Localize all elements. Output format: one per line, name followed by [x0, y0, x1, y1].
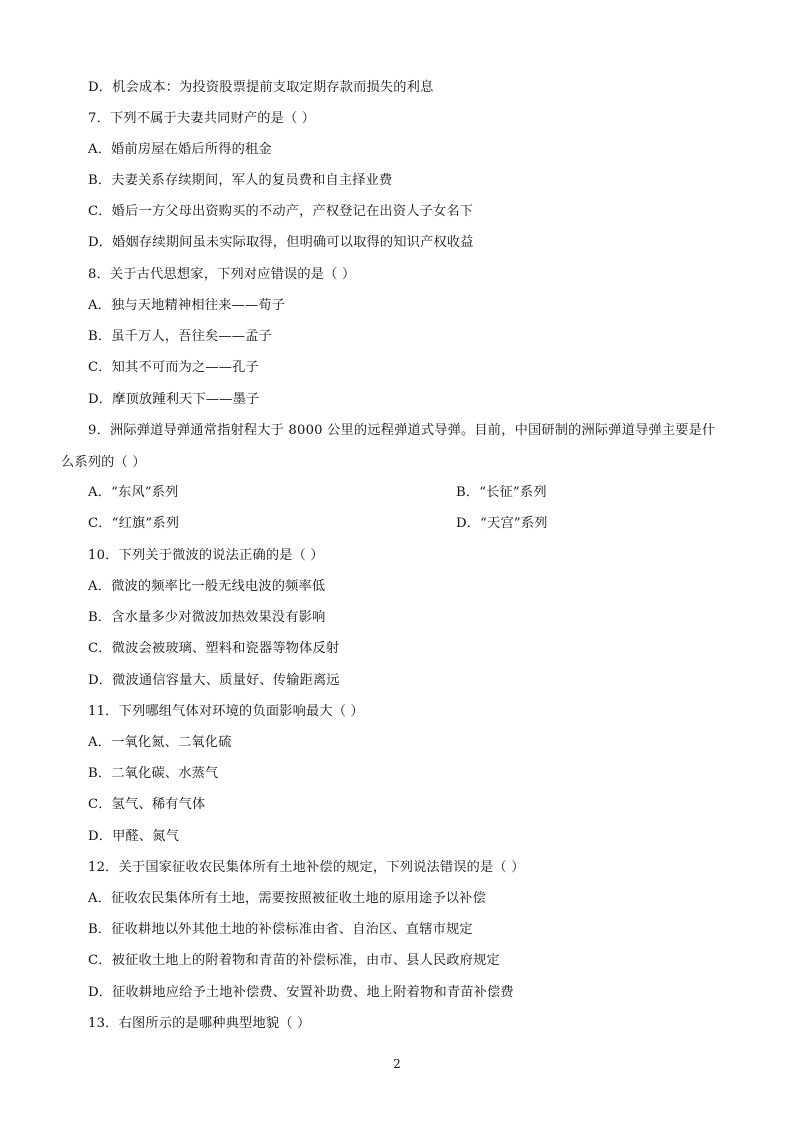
option-12a: A．征收农民集体所有土地，需要按照被征收土地的原用途予以补偿	[88, 891, 486, 906]
option-8b: B．虽千万人，吾往矣——孟子	[88, 329, 272, 344]
question-9: 9．洲际弹道导弹通常指射程大于 8000 公里的远程弹道式导弹。目前，中国研制的洲际弹道导弹主要是什	[88, 423, 716, 438]
option-row-9-cd	[88, 508, 548, 539]
option-9d: D．“天宫”系列	[456, 516, 548, 531]
option-8d: D．摩顶放踵利天下——墨子	[88, 392, 260, 407]
option-11c: C．氢气、稀有气体	[88, 797, 206, 812]
option-9b: B．“长征”系列	[456, 485, 547, 500]
question-10: 10．下列关于微波的说法正确的是（ ）	[88, 548, 324, 563]
option-12c: C．被征收土地上的附着物和青苗的补偿标准，由市、县人民政府规定	[88, 953, 500, 968]
option-10b: B．含水量多少对微波加热效果没有影响	[88, 610, 326, 625]
option-6d: D．机会成本：为投资股票提前支取定期存款而损失的利息	[88, 80, 434, 95]
option-11a: A．一氧化氮、二氧化硫	[88, 735, 232, 750]
option-8c: C．知其不可而为之——孔子	[88, 360, 259, 375]
question-12: 12．关于国家征收农民集体所有土地补偿的规定，下列说法错误的是（ ）	[88, 860, 525, 875]
option-row-9-ab	[88, 477, 547, 508]
option-8a: A．独与天地精神相往来——荀子	[88, 298, 286, 313]
question-9-continued: 么系列的（ ）	[61, 455, 146, 470]
option-11b: B．二氧化碳、水蒸气	[88, 766, 219, 781]
question-8: 8．关于古代思想家，下列对应错误的是（ ）	[88, 267, 356, 282]
option-9c: C．“红旗”系列	[88, 516, 180, 531]
option-7b: B．夫妻关系存续期间，军人的复员费和自主择业费	[88, 173, 393, 188]
option-10c: C．微波会被玻璃、塑料和瓷器等物体反射	[88, 641, 340, 656]
option-7a: A．婚前房屋在婚后所得的租金	[88, 142, 272, 157]
page-number: 2	[393, 1057, 401, 1071]
option-7c: C．婚后一方父母出资购买的不动产，产权登记在出资人子女名下	[88, 204, 474, 219]
question-13: 13．右图所示的是哪种典型地貌（ ）	[88, 1016, 311, 1031]
option-10d: D．微波通信容量大、质量好、传输距离远	[88, 673, 340, 688]
option-7d: D．婚姻存续期间虽未实际取得，但明确可以取得的知识产权收益	[88, 235, 474, 250]
question-11: 11．下列哪组气体对环境的负面影响最大（ ）	[88, 704, 364, 719]
option-12d: D．征收耕地应给予土地补偿费、安置补助费、地上附着物和青苗补偿费	[88, 985, 514, 1000]
option-10a: A．微波的频率比一般无线电波的频率低	[88, 579, 326, 594]
option-12b: B．征收耕地以外其他土地的补偿标准由省、自治区、直辖市规定	[88, 922, 473, 937]
question-7: 7．下列不属于夫妻共同财产的是（ ）	[88, 111, 316, 126]
option-9a: A．“东风”系列	[88, 485, 179, 500]
option-11d: D．甲醛、氮气	[88, 829, 180, 844]
